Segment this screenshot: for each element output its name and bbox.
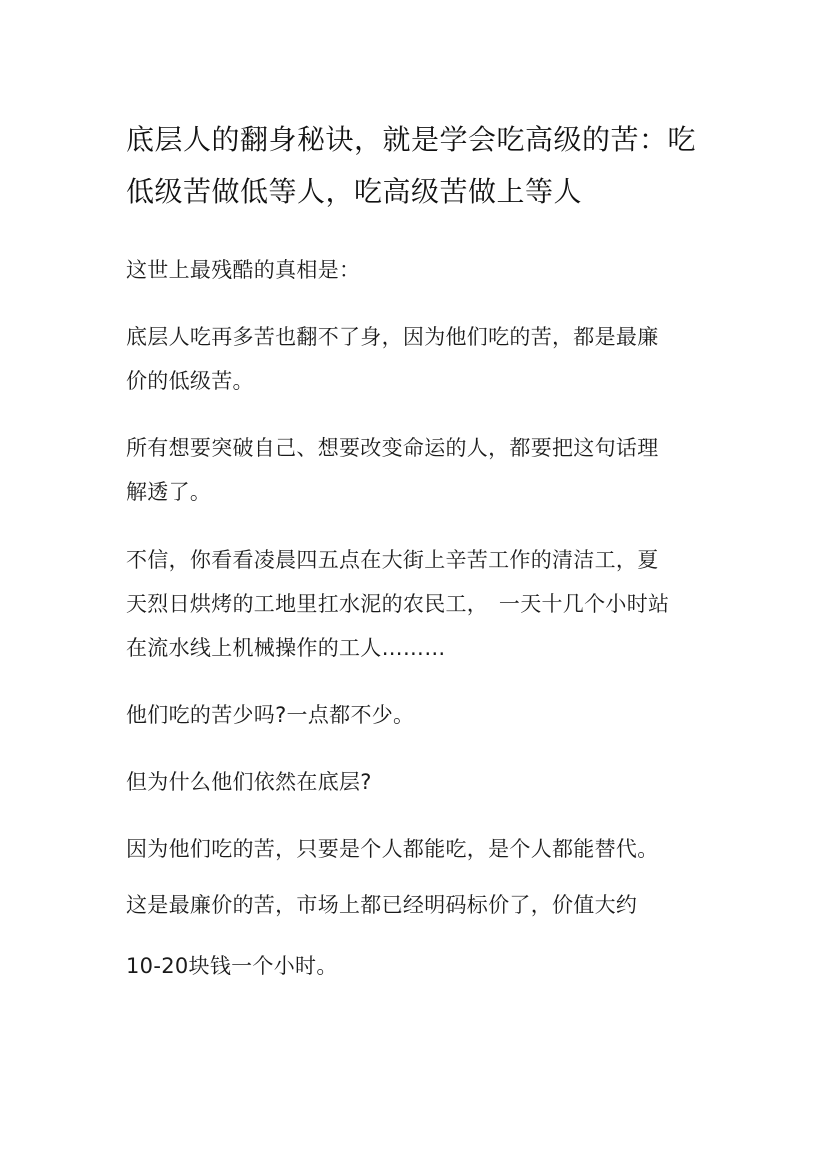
paragraph-line: 不信，你看看凌晨四五点在大街上辛苦工作的清洁工，夏 bbox=[126, 548, 659, 572]
paragraph-why bbox=[126, 760, 711, 804]
paragraph-line: 价的低级苦。 bbox=[126, 369, 254, 393]
paragraph-line: 解透了。 bbox=[126, 480, 212, 504]
paragraph-truth bbox=[126, 315, 711, 403]
article-title bbox=[126, 114, 711, 218]
paragraph-line: 所有想要突破自己、想要改变命运的人，都要把这句话理 bbox=[126, 436, 659, 460]
paragraph-line: 底层人吃再多苦也翻不了身，因为他们吃的苦，都是最廉 bbox=[126, 325, 659, 349]
paragraph-line: 10-20块钱一个小时。 bbox=[126, 954, 338, 978]
paragraph-line: 但为什么他们依然在底层? bbox=[126, 770, 372, 794]
title-line: 低级苦做低等人，吃高级苦做上等人 bbox=[126, 175, 583, 208]
paragraph-cheap bbox=[126, 883, 711, 927]
paragraph-line: 这世上最残酷的真相是： bbox=[126, 258, 361, 282]
paragraph-line: 因为他们吃的苦，只要是个人都能吃，是个人都能替代。 bbox=[126, 837, 659, 861]
paragraph-question bbox=[126, 693, 711, 737]
title-line: 底层人的翻身秘诀，就是学会吃高级的苦：吃 bbox=[126, 123, 697, 156]
paragraph-line: 在流水线上机械操作的工人……… bbox=[126, 636, 446, 660]
paragraph-line: 他们吃的苦少吗?一点都不少。 bbox=[126, 703, 415, 727]
paragraph-because bbox=[126, 827, 711, 871]
paragraph-examples bbox=[126, 538, 711, 670]
paragraph-price bbox=[126, 944, 711, 988]
paragraph-line: 天烈日烘烤的工地里扛水泥的农民工， 一天十几个小时站 bbox=[126, 592, 670, 616]
paragraph-line: 这是最廉价的苦，市场上都已经明码标价了，价值大约 bbox=[126, 893, 638, 917]
paragraph-understand bbox=[126, 426, 711, 514]
paragraph-intro bbox=[126, 248, 711, 292]
